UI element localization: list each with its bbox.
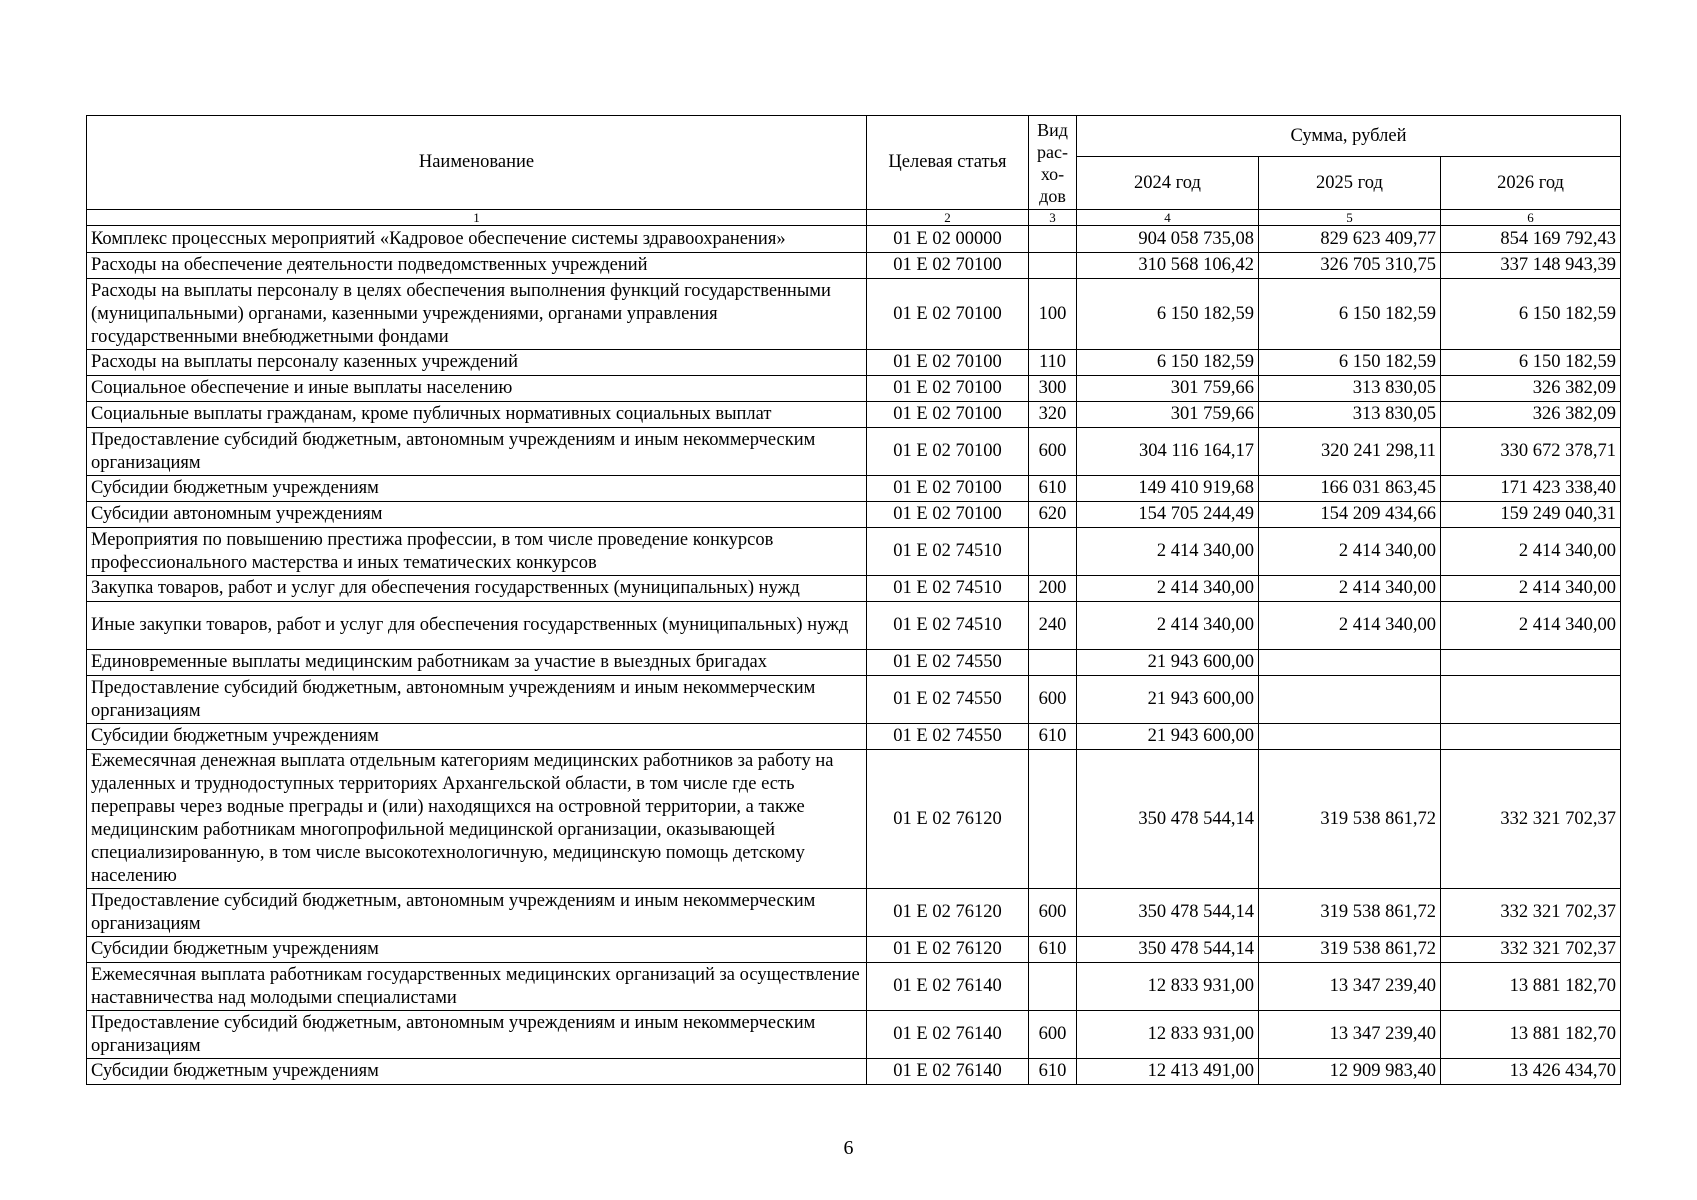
row-expense-type: 620 bbox=[1029, 502, 1077, 528]
row-name: Мероприятия по повышению престижа профессии, в том числе проведение конкурсов профессионального мастерства и иных тематических конкурсов bbox=[87, 528, 867, 576]
row-expense-type: 600 bbox=[1029, 676, 1077, 724]
row-expense-type bbox=[1029, 253, 1077, 279]
row-expense-type bbox=[1029, 750, 1077, 889]
row-target-code: 01 Е 02 70100 bbox=[867, 253, 1029, 279]
row-name: Субсидии бюджетным учреждениям bbox=[87, 1059, 867, 1085]
table-row bbox=[87, 1011, 1621, 1059]
row-amount-2024: 149 410 919,68 bbox=[1077, 476, 1259, 502]
page-number: 6 bbox=[843, 1137, 854, 1159]
row-expense-type: 610 bbox=[1029, 1059, 1077, 1085]
row-expense-type: 600 bbox=[1029, 889, 1077, 937]
row-amount-2026: 13 426 434,70 bbox=[1441, 1059, 1621, 1085]
column-number-row bbox=[87, 210, 1621, 226]
row-amount-2024: 12 833 931,00 bbox=[1077, 1011, 1259, 1059]
table-row bbox=[87, 937, 1621, 963]
row-amount-2026: 13 881 182,70 bbox=[1441, 963, 1621, 1011]
row-amount-2024: 2 414 340,00 bbox=[1077, 528, 1259, 576]
table-row bbox=[87, 750, 1621, 889]
table-row bbox=[87, 528, 1621, 576]
row-amount-2026: 2 414 340,00 bbox=[1441, 576, 1621, 602]
row-name: Расходы на выплаты персоналу казенных учреждений bbox=[87, 350, 867, 376]
row-target-code: 01 Е 02 76140 bbox=[867, 963, 1029, 1011]
row-target-code: 01 Е 02 76140 bbox=[867, 1011, 1029, 1059]
col-number: 6 bbox=[1441, 210, 1621, 226]
row-expense-type bbox=[1029, 226, 1077, 253]
row-target-code: 01 Е 02 76120 bbox=[867, 889, 1029, 937]
row-target-code: 01 Е 02 70100 bbox=[867, 279, 1029, 350]
row-target-code: 01 Е 02 74550 bbox=[867, 676, 1029, 724]
row-amount-2025: 166 031 863,45 bbox=[1259, 476, 1441, 502]
row-amount-2025 bbox=[1259, 724, 1441, 750]
col-number: 4 bbox=[1077, 210, 1259, 226]
col-header-vid: Вид рас-хо-дов bbox=[1029, 116, 1077, 210]
row-amount-2024: 350 478 544,14 bbox=[1077, 937, 1259, 963]
col-number: 5 bbox=[1259, 210, 1441, 226]
row-target-code: 01 Е 02 70100 bbox=[867, 428, 1029, 476]
row-target-code: 01 Е 02 76140 bbox=[867, 1059, 1029, 1085]
table-row bbox=[87, 1059, 1621, 1085]
col-header-target: Целевая статья bbox=[867, 116, 1029, 210]
row-name: Иные закупки товаров, работ и услуг для обеспечения государственных (муниципальных) нужд bbox=[87, 602, 867, 650]
row-amount-2025: 313 830,05 bbox=[1259, 402, 1441, 428]
row-amount-2026: 6 150 182,59 bbox=[1441, 279, 1621, 350]
row-name: Комплекс процессных мероприятий «Кадровое обеспечение системы здравоохранения» bbox=[87, 226, 867, 253]
row-amount-2025: 313 830,05 bbox=[1259, 376, 1441, 402]
row-name: Предоставление субсидий бюджетным, автономным учреждениям и иным некоммерческим организациям bbox=[87, 676, 867, 724]
table-row bbox=[87, 476, 1621, 502]
row-expense-type: 200 bbox=[1029, 576, 1077, 602]
row-amount-2025: 12 909 983,40 bbox=[1259, 1059, 1441, 1085]
row-amount-2026: 171 423 338,40 bbox=[1441, 476, 1621, 502]
col-header-2024: 2024 год bbox=[1077, 157, 1259, 210]
row-amount-2025: 319 538 861,72 bbox=[1259, 889, 1441, 937]
row-target-code: 01 Е 02 70100 bbox=[867, 502, 1029, 528]
row-amount-2025: 2 414 340,00 bbox=[1259, 528, 1441, 576]
row-expense-type: 110 bbox=[1029, 350, 1077, 376]
row-amount-2025: 319 538 861,72 bbox=[1259, 750, 1441, 889]
row-name: Предоставление субсидий бюджетным, автономным учреждениям и иным некоммерческим организациям bbox=[87, 889, 867, 937]
row-amount-2025: 6 150 182,59 bbox=[1259, 350, 1441, 376]
col-number: 3 bbox=[1029, 210, 1077, 226]
row-name: Закупка товаров, работ и услуг для обеспечения государственных (муниципальных) нужд bbox=[87, 576, 867, 602]
row-amount-2025: 320 241 298,11 bbox=[1259, 428, 1441, 476]
row-amount-2026: 13 881 182,70 bbox=[1441, 1011, 1621, 1059]
row-amount-2025 bbox=[1259, 676, 1441, 724]
row-amount-2025: 13 347 239,40 bbox=[1259, 963, 1441, 1011]
row-target-code: 01 Е 02 74510 bbox=[867, 528, 1029, 576]
row-expense-type: 240 bbox=[1029, 602, 1077, 650]
row-amount-2025: 2 414 340,00 bbox=[1259, 576, 1441, 602]
row-amount-2025: 13 347 239,40 bbox=[1259, 1011, 1441, 1059]
row-amount-2026: 2 414 340,00 bbox=[1441, 528, 1621, 576]
row-expense-type: 610 bbox=[1029, 476, 1077, 502]
row-target-code: 01 Е 02 74510 bbox=[867, 576, 1029, 602]
row-amount-2026 bbox=[1441, 676, 1621, 724]
row-amount-2024: 6 150 182,59 bbox=[1077, 279, 1259, 350]
row-name: Ежемесячная денежная выплата отдельным категориям медицинских работников за работу на удаленных и труднодоступных территориях Архангельской области, в том числе где есть переправы через водные преграды и (или) находящихся на островной территории, а также медицинским работникам многопрофильной медицинской организации, оказывающей специализированную, в том числе высокотехнологичную, медицинскую помощь детскому населению bbox=[87, 750, 867, 889]
header-row-top bbox=[87, 116, 1621, 157]
row-target-code: 01 Е 02 70100 bbox=[867, 376, 1029, 402]
row-amount-2024: 2 414 340,00 bbox=[1077, 576, 1259, 602]
row-expense-type bbox=[1029, 650, 1077, 676]
row-amount-2025 bbox=[1259, 650, 1441, 676]
row-amount-2026: 2 414 340,00 bbox=[1441, 602, 1621, 650]
row-target-code: 01 Е 02 74510 bbox=[867, 602, 1029, 650]
row-expense-type bbox=[1029, 963, 1077, 1011]
row-amount-2024: 154 705 244,49 bbox=[1077, 502, 1259, 528]
col-number: 1 bbox=[87, 210, 867, 226]
row-amount-2026: 332 321 702,37 bbox=[1441, 889, 1621, 937]
row-amount-2024: 301 759,66 bbox=[1077, 376, 1259, 402]
row-name: Единовременные выплаты медицинским работникам за участие в выездных бригадах bbox=[87, 650, 867, 676]
col-header-2025: 2025 год bbox=[1259, 157, 1441, 210]
table-row bbox=[87, 376, 1621, 402]
row-amount-2024: 12 833 931,00 bbox=[1077, 963, 1259, 1011]
table-row bbox=[87, 676, 1621, 724]
row-amount-2026: 337 148 943,39 bbox=[1441, 253, 1621, 279]
row-amount-2024: 301 759,66 bbox=[1077, 402, 1259, 428]
row-name: Расходы на обеспечение деятельности подведомственных учреждений bbox=[87, 253, 867, 279]
row-name: Субсидии бюджетным учреждениям bbox=[87, 476, 867, 502]
row-expense-type: 600 bbox=[1029, 1011, 1077, 1059]
row-amount-2025: 6 150 182,59 bbox=[1259, 279, 1441, 350]
table-row bbox=[87, 279, 1621, 350]
table-row bbox=[87, 428, 1621, 476]
row-name: Предоставление субсидий бюджетным, автономным учреждениям и иным некоммерческим организациям bbox=[87, 428, 867, 476]
col-number: 2 bbox=[867, 210, 1029, 226]
row-amount-2024: 350 478 544,14 bbox=[1077, 750, 1259, 889]
row-target-code: 01 Е 02 70100 bbox=[867, 476, 1029, 502]
col-header-sum: Сумма, рублей bbox=[1077, 116, 1621, 157]
budget-sheet bbox=[86, 115, 1620, 1085]
row-name: Расходы на выплаты персоналу в целях обеспечения выполнения функций государственными (муниципальными) органами, казенными учреждениями, органами управления государственными внебюджетными фондами bbox=[87, 279, 867, 350]
row-amount-2026: 854 169 792,43 bbox=[1441, 226, 1621, 253]
table-row bbox=[87, 502, 1621, 528]
col-header-name: Наименование bbox=[87, 116, 867, 210]
row-expense-type: 610 bbox=[1029, 937, 1077, 963]
row-name: Субсидии бюджетным учреждениям bbox=[87, 724, 867, 750]
row-name: Социальное обеспечение и иные выплаты населению bbox=[87, 376, 867, 402]
row-amount-2025: 319 538 861,72 bbox=[1259, 937, 1441, 963]
row-name: Субсидии бюджетным учреждениям bbox=[87, 937, 867, 963]
row-amount-2026: 6 150 182,59 bbox=[1441, 350, 1621, 376]
row-name: Ежемесячная выплата работникам государственных медицинских организаций за осуществление наставничества над молодыми специалистами bbox=[87, 963, 867, 1011]
table-row bbox=[87, 253, 1621, 279]
row-amount-2025: 154 209 434,66 bbox=[1259, 502, 1441, 528]
row-target-code: 01 Е 02 70100 bbox=[867, 402, 1029, 428]
table-body bbox=[87, 226, 1621, 1085]
row-amount-2025: 829 623 409,77 bbox=[1259, 226, 1441, 253]
row-name: Социальные выплаты гражданам, кроме публичных нормативных социальных выплат bbox=[87, 402, 867, 428]
row-target-code: 01 Е 02 00000 bbox=[867, 226, 1029, 253]
row-expense-type: 320 bbox=[1029, 402, 1077, 428]
row-amount-2025: 2 414 340,00 bbox=[1259, 602, 1441, 650]
row-expense-type: 600 bbox=[1029, 428, 1077, 476]
row-amount-2026: 330 672 378,71 bbox=[1441, 428, 1621, 476]
table-row bbox=[87, 350, 1621, 376]
row-amount-2026: 159 249 040,31 bbox=[1441, 502, 1621, 528]
table-row bbox=[87, 724, 1621, 750]
row-amount-2024: 310 568 106,42 bbox=[1077, 253, 1259, 279]
row-amount-2024: 21 943 600,00 bbox=[1077, 650, 1259, 676]
table-row bbox=[87, 576, 1621, 602]
table-row bbox=[87, 226, 1621, 253]
row-amount-2024: 21 943 600,00 bbox=[1077, 676, 1259, 724]
row-amount-2026: 326 382,09 bbox=[1441, 402, 1621, 428]
row-amount-2026 bbox=[1441, 724, 1621, 750]
row-name: Субсидии автономным учреждениям bbox=[87, 502, 867, 528]
row-amount-2026: 332 321 702,37 bbox=[1441, 937, 1621, 963]
table-row bbox=[87, 889, 1621, 937]
row-expense-type bbox=[1029, 528, 1077, 576]
row-expense-type: 300 bbox=[1029, 376, 1077, 402]
row-amount-2024: 21 943 600,00 bbox=[1077, 724, 1259, 750]
row-target-code: 01 Е 02 74550 bbox=[867, 650, 1029, 676]
row-amount-2024: 12 413 491,00 bbox=[1077, 1059, 1259, 1085]
row-amount-2024: 6 150 182,59 bbox=[1077, 350, 1259, 376]
row-target-code: 01 Е 02 70100 bbox=[867, 350, 1029, 376]
row-amount-2024: 350 478 544,14 bbox=[1077, 889, 1259, 937]
row-expense-type: 100 bbox=[1029, 279, 1077, 350]
row-expense-type: 610 bbox=[1029, 724, 1077, 750]
row-amount-2026: 332 321 702,37 bbox=[1441, 750, 1621, 889]
table-row bbox=[87, 650, 1621, 676]
row-amount-2024: 2 414 340,00 bbox=[1077, 602, 1259, 650]
budget-table bbox=[86, 115, 1621, 1085]
row-amount-2026 bbox=[1441, 650, 1621, 676]
row-name: Предоставление субсидий бюджетным, автономным учреждениям и иным некоммерческим организациям bbox=[87, 1011, 867, 1059]
table-row bbox=[87, 402, 1621, 428]
row-amount-2024: 904 058 735,08 bbox=[1077, 226, 1259, 253]
table-row bbox=[87, 963, 1621, 1011]
row-amount-2025: 326 705 310,75 bbox=[1259, 253, 1441, 279]
row-target-code: 01 Е 02 74550 bbox=[867, 724, 1029, 750]
row-amount-2024: 304 116 164,17 bbox=[1077, 428, 1259, 476]
table-row bbox=[87, 602, 1621, 650]
row-amount-2026: 326 382,09 bbox=[1441, 376, 1621, 402]
col-header-2026: 2026 год bbox=[1441, 157, 1621, 210]
row-target-code: 01 Е 02 76120 bbox=[867, 937, 1029, 963]
row-target-code: 01 Е 02 76120 bbox=[867, 750, 1029, 889]
